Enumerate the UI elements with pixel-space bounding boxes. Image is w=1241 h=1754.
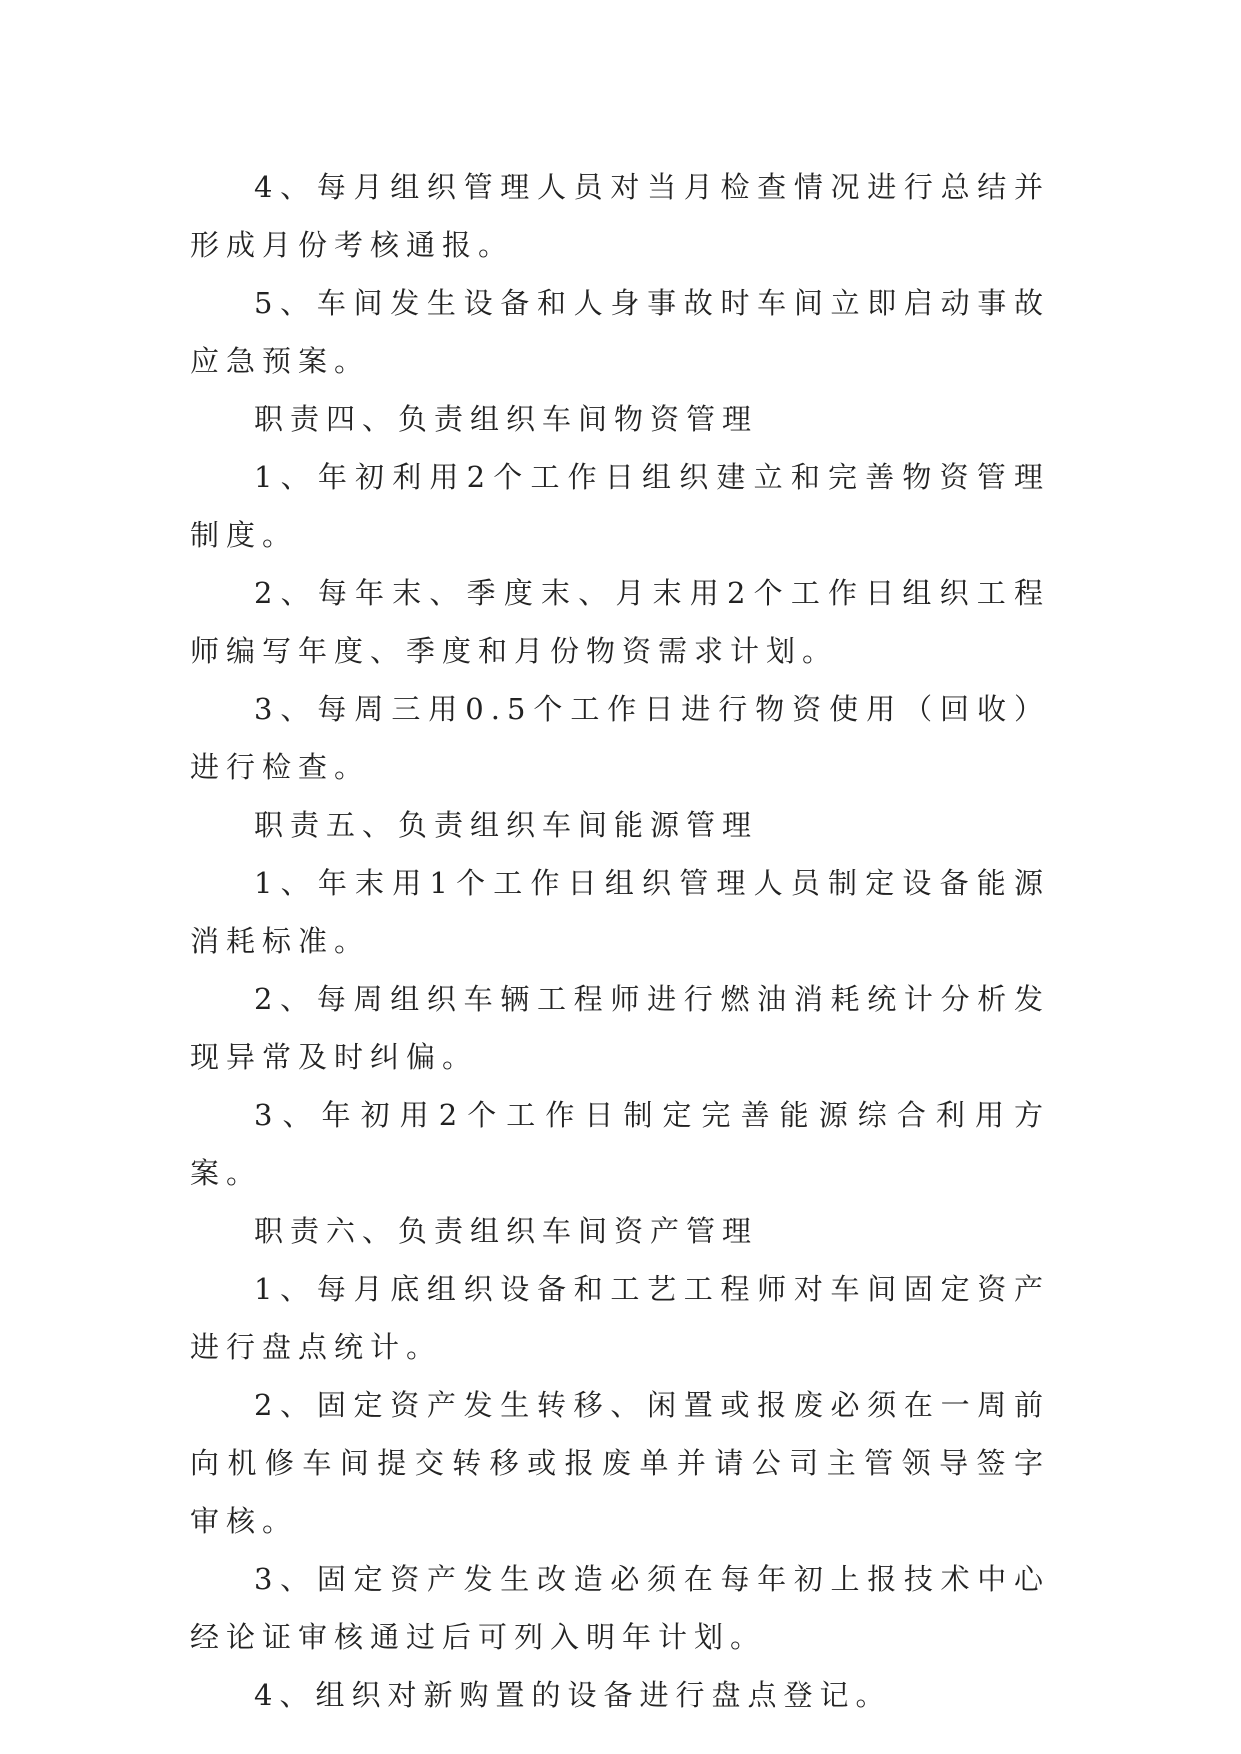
paragraph-material-check: 3、每周三用0.5个工作日进行物资使用（回收）进行检查。 [190, 692, 1050, 784]
paragraph-asset-renovation: 3、固定资产发生改造必须在每年初上报技术中心经论证审核通过后可列入明年计划。 [190, 1562, 1050, 1654]
paragraph-asset-inventory: 1、每月底组织设备和工艺工程师对车间固定资产进行盘点统计。 [190, 1272, 1050, 1364]
paragraph-new-equipment: 4、组织对新购置的设备进行盘点登记。 [254, 1678, 892, 1712]
paragraph-asset-transfer: 2、固定资产发生转移、闲置或报废必须在一周前向机修车间提交转移或报废单并请公司主管领导签字审核。 [190, 1388, 1050, 1538]
paragraph-energy-plan: 3、年初用2个工作日制定完善能源综合利用方案。 [190, 1098, 1050, 1190]
paragraph-accident-plan: 5、车间发生设备和人身事故时车间立即启动事故应急预案。 [190, 286, 1050, 378]
document-body [190, 158, 1050, 1724]
paragraph-material-plan: 2、每年末、季度末、月末用2个工作日组织工程师编写年度、季度和月份物资需求计划。 [190, 576, 1050, 668]
paragraph-fuel-analysis: 2、每周组织车辆工程师进行燃油消耗统计分析发现异常及时纠偏。 [190, 982, 1050, 1074]
paragraph-energy-standard: 1、年末用1个工作日组织管理人员制定设备能源消耗标准。 [190, 866, 1050, 958]
heading-duty-four: 职责四、负责组织车间物资管理 [254, 402, 759, 436]
paragraph-material-system: 1、年初利用2个工作日组织建立和完善物资管理制度。 [190, 460, 1050, 552]
heading-duty-five: 职责五、负责组织车间能源管理 [254, 808, 759, 842]
paragraph-monthly-summary: 4、每月组织管理人员对当月检查情况进行总结并形成月份考核通报。 [190, 170, 1050, 262]
heading-duty-six: 职责六、负责组织车间资产管理 [254, 1214, 759, 1248]
